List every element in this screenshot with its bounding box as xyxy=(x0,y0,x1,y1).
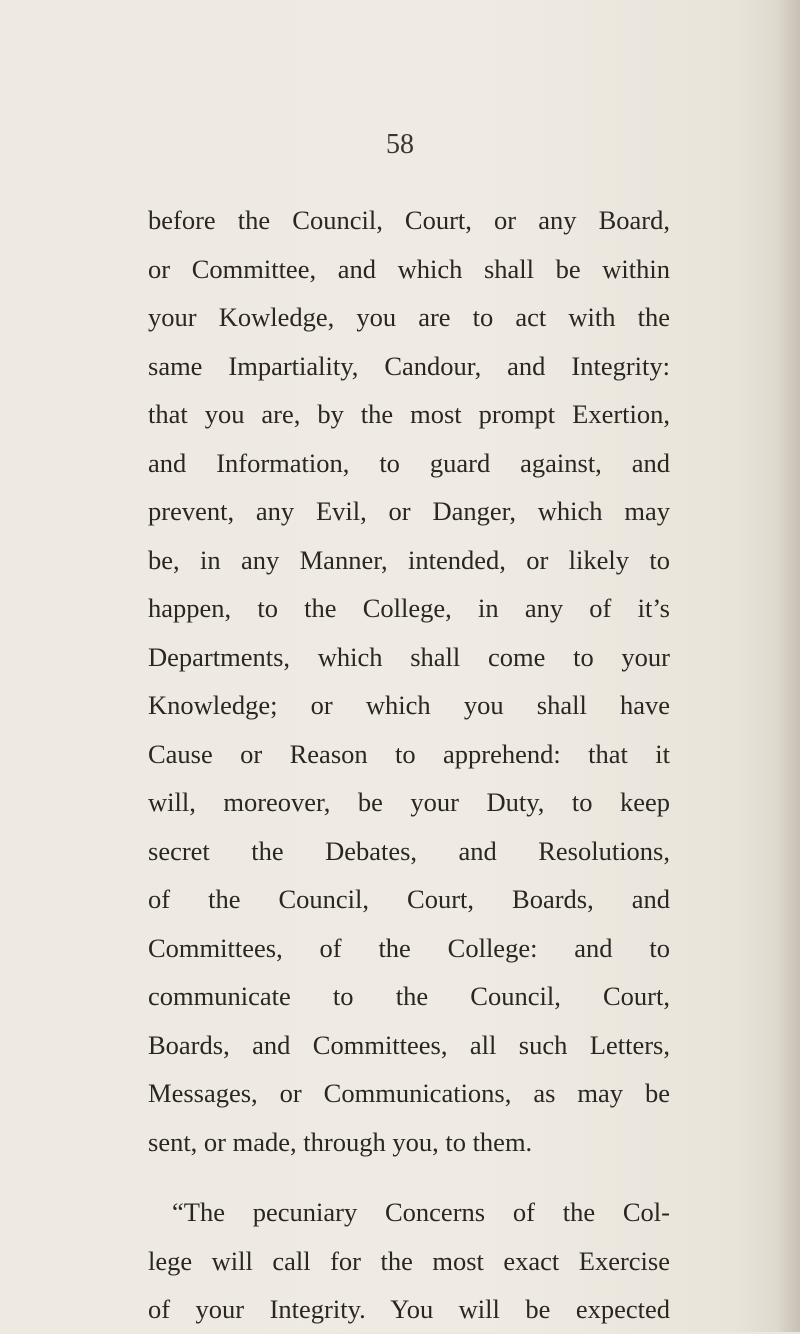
text-line: your Kowledge, you are to act with the xyxy=(148,302,670,332)
text-line: of the Council, Court, Boards, and xyxy=(148,884,670,914)
text-line: Knowledge; or which you shall have xyxy=(148,690,670,720)
page-number: 58 xyxy=(386,129,414,160)
text-line: that you are, by the most prompt Exertion, xyxy=(148,399,670,429)
text-line: Cause or Reason to apprehend: that it xyxy=(148,738,670,769)
text-line: Messages, or Communications, as may be xyxy=(148,1078,670,1108)
text-line: or Committee, and which shall be within xyxy=(148,253,670,284)
page-edge-shadow xyxy=(776,0,800,1332)
text-line: “The pecuniary Concerns of the Col- xyxy=(172,1197,670,1227)
text-line: be, in any Manner, intended, or likely to xyxy=(148,544,670,575)
text-line: same Impartiality, Candour, and Integrity: xyxy=(148,350,670,381)
text-line: happen, to the College, in any of it’s xyxy=(148,593,670,623)
text-line: sent, or made, through you, to them. xyxy=(148,1126,533,1157)
text-line: Boards, and Committees, all such Letters, xyxy=(148,1029,670,1060)
text-line: and Information, to guard against, and xyxy=(148,447,670,478)
text-line: before the Council, Court, or any Board, xyxy=(148,205,670,235)
paragraph-break xyxy=(148,1166,670,1188)
text-line: communicate to the Council, Court, xyxy=(148,981,670,1011)
text-line: prevent, any Evil, or Danger, which may xyxy=(148,496,670,526)
text-line: Departments, which shall come to your xyxy=(148,641,670,672)
text-line: Committees, of the College: and to xyxy=(148,932,670,963)
body-text xyxy=(148,196,670,1334)
text-line: will, moreover, be your Duty, to keep xyxy=(148,787,670,817)
text-line: of your Integrity. You will be expected xyxy=(148,1294,670,1324)
text-line: lege will call for the most exact Exercise xyxy=(148,1245,670,1276)
text-line: secret the Debates, and Resolutions, xyxy=(148,835,670,866)
